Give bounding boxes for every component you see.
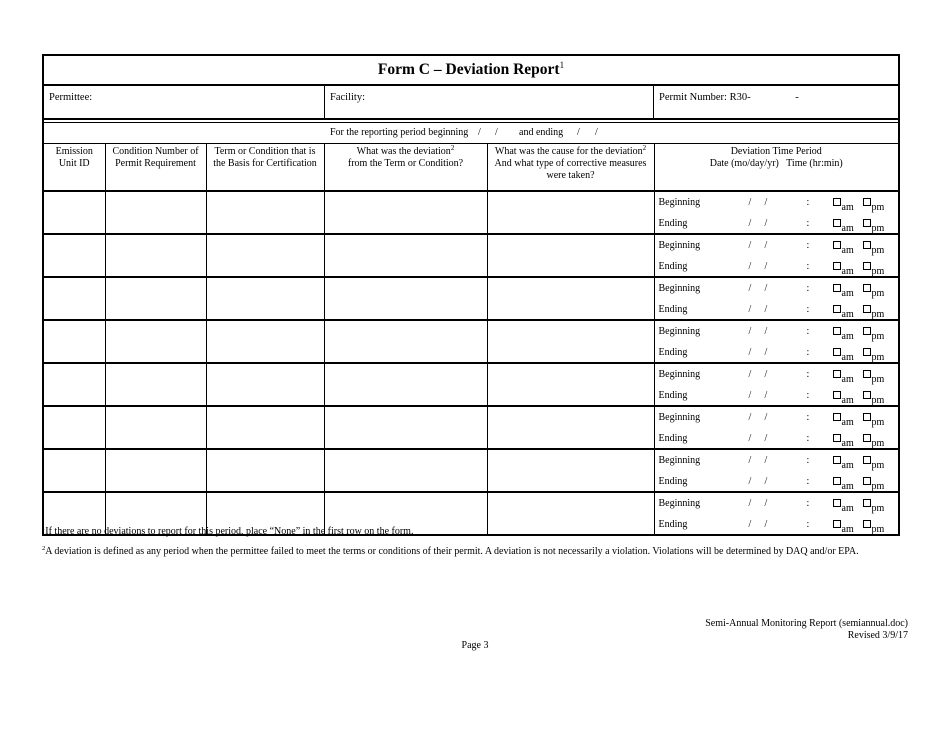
am-label: am bbox=[841, 351, 854, 363]
date-slash[interactable]: / bbox=[764, 518, 768, 530]
condition-number-cell[interactable] bbox=[105, 277, 206, 320]
am-label: am bbox=[841, 460, 854, 471]
am-label: am bbox=[841, 480, 854, 492]
ending-label: Ending bbox=[658, 346, 688, 358]
cause-cell[interactable] bbox=[487, 406, 654, 449]
date-slash[interactable]: / bbox=[748, 518, 752, 530]
date-slash[interactable]: / bbox=[764, 412, 768, 423]
beginning-label: Beginning bbox=[658, 240, 701, 251]
cause-cell[interactable] bbox=[487, 234, 654, 277]
date-slash[interactable]: / bbox=[748, 389, 752, 401]
am-checkbox[interactable] bbox=[833, 499, 841, 507]
am-label: am bbox=[841, 202, 854, 213]
time-colon[interactable]: : bbox=[806, 303, 810, 315]
am-label: am bbox=[841, 523, 854, 535]
deviation-cell[interactable] bbox=[324, 234, 487, 277]
table-row bbox=[44, 363, 898, 406]
emission-unit-cell[interactable] bbox=[44, 363, 105, 406]
date-slash[interactable]: / bbox=[748, 240, 752, 251]
deviation-cell[interactable] bbox=[324, 363, 487, 406]
permittee-field[interactable] bbox=[44, 86, 325, 118]
date-slash[interactable]: / bbox=[748, 455, 752, 466]
pm-label: pm bbox=[871, 394, 885, 406]
form-title: Form C – Deviation Report$^1$ bbox=[44, 56, 898, 86]
emission-unit-cell[interactable] bbox=[44, 320, 105, 363]
ending-label: Ending bbox=[658, 389, 688, 401]
date-slash[interactable]: / bbox=[748, 369, 752, 380]
date-slash[interactable]: / bbox=[748, 217, 752, 229]
date-slash[interactable]: / bbox=[764, 260, 768, 272]
beginning-line bbox=[655, 450, 899, 471]
beginning-line bbox=[655, 493, 899, 514]
am-checkbox[interactable] bbox=[833, 413, 841, 421]
table-header-row bbox=[44, 144, 898, 191]
permit-number-label: Permit Number: R30- bbox=[659, 92, 751, 103]
date-slash[interactable]: / bbox=[764, 475, 768, 487]
col-time-period: Deviation Time Period Date (mo/day/yr) Time (hr:min) bbox=[654, 144, 898, 191]
pm-label: pm bbox=[871, 222, 885, 234]
ending-line bbox=[655, 213, 899, 234]
am-label: am bbox=[841, 394, 854, 406]
table-row bbox=[44, 406, 898, 449]
report-name: Semi-Annual Monitoring Report (semiannual.doc) bbox=[705, 618, 908, 629]
beginning-line bbox=[655, 364, 899, 385]
pm-label: pm bbox=[871, 374, 885, 385]
table-row bbox=[44, 191, 898, 234]
beginning-label: Beginning bbox=[658, 283, 701, 294]
date-slash[interactable]: / bbox=[764, 455, 768, 466]
time-period-cell bbox=[654, 406, 898, 449]
pm-label: pm bbox=[871, 245, 885, 256]
am-checkbox[interactable] bbox=[833, 348, 841, 356]
date-slash[interactable]: / bbox=[748, 412, 752, 423]
pm-checkbox[interactable] bbox=[863, 241, 871, 249]
beginning-line bbox=[655, 235, 899, 256]
col-deviation: What was the deviation$^2$ from the Term or Condition? bbox=[324, 144, 487, 191]
time-colon[interactable]: : bbox=[806, 475, 810, 487]
cause-cell[interactable] bbox=[487, 320, 654, 363]
ending-line bbox=[655, 385, 899, 406]
ending-line bbox=[655, 256, 899, 277]
pm-checkbox[interactable] bbox=[863, 456, 871, 464]
pm-label: pm bbox=[871, 265, 885, 277]
beginning-label: Beginning bbox=[658, 369, 701, 380]
date-slash[interactable]: / bbox=[764, 217, 768, 229]
time-colon[interactable]: : bbox=[806, 346, 810, 358]
condition-number-cell[interactable] bbox=[105, 406, 206, 449]
beginning-line bbox=[655, 278, 899, 299]
beginning-line bbox=[655, 407, 899, 428]
am-checkbox[interactable] bbox=[833, 327, 841, 335]
pm-checkbox[interactable] bbox=[863, 477, 871, 485]
date-slash[interactable]: / bbox=[764, 369, 768, 380]
am-checkbox[interactable] bbox=[833, 434, 841, 442]
report-footer bbox=[705, 618, 908, 642]
cause-cell[interactable] bbox=[487, 191, 654, 234]
ending-label: Ending bbox=[658, 432, 688, 444]
ending-label: Ending bbox=[658, 518, 688, 530]
am-label: am bbox=[841, 308, 854, 320]
am-checkbox[interactable] bbox=[833, 477, 841, 485]
pm-checkbox[interactable] bbox=[863, 198, 871, 206]
table-row bbox=[44, 320, 898, 363]
col-cause: What was the cause for the deviation$^2$ And what type of corrective measures were taken? bbox=[487, 144, 654, 191]
deviation-rows bbox=[44, 191, 898, 534]
deviation-cell[interactable] bbox=[324, 277, 487, 320]
condition-number-cell[interactable] bbox=[105, 320, 206, 363]
cause-cell[interactable] bbox=[487, 277, 654, 320]
pm-checkbox[interactable] bbox=[863, 520, 871, 528]
period-begin-slash-1[interactable]: / bbox=[478, 127, 481, 138]
pm-checkbox[interactable] bbox=[863, 413, 871, 421]
am-label: am bbox=[841, 245, 854, 256]
time-period-cell bbox=[654, 277, 898, 320]
deviation-report-form bbox=[42, 54, 900, 536]
date-slash[interactable]: / bbox=[764, 197, 768, 208]
pm-checkbox[interactable] bbox=[863, 327, 871, 335]
time-colon[interactable]: : bbox=[806, 326, 810, 337]
beginning-label: Beginning bbox=[658, 498, 701, 509]
period-end-slash-2[interactable]: / bbox=[595, 127, 598, 138]
date-slash[interactable]: / bbox=[764, 283, 768, 294]
ending-label: Ending bbox=[658, 475, 688, 487]
am-label: am bbox=[841, 265, 854, 277]
condition-number-cell[interactable] bbox=[105, 234, 206, 277]
time-colon[interactable]: : bbox=[806, 260, 810, 272]
period-end-slash-1[interactable]: / bbox=[577, 127, 580, 138]
col-condition-number: Condition Number of Permit Requirement bbox=[105, 144, 206, 191]
permittee-label: Permittee: bbox=[49, 92, 93, 103]
pm-label: pm bbox=[871, 503, 885, 514]
pm-label: pm bbox=[871, 288, 885, 299]
am-label: am bbox=[841, 222, 854, 234]
pm-label: pm bbox=[871, 308, 885, 320]
header-info-row bbox=[44, 86, 898, 120]
time-colon[interactable]: : bbox=[806, 197, 810, 208]
beginning-label: Beginning bbox=[658, 455, 701, 466]
emission-unit-cell[interactable] bbox=[44, 449, 105, 492]
table-row bbox=[44, 449, 898, 492]
emission-unit-cell[interactable] bbox=[44, 234, 105, 277]
permit-number-field[interactable] bbox=[654, 86, 898, 118]
time-colon[interactable]: : bbox=[806, 455, 810, 466]
time-period-cell bbox=[654, 191, 898, 234]
term-condition-cell[interactable] bbox=[206, 277, 324, 320]
date-slash[interactable]: / bbox=[764, 498, 768, 509]
date-slash[interactable]: / bbox=[748, 197, 752, 208]
pm-label: pm bbox=[871, 202, 885, 213]
emission-unit-cell[interactable] bbox=[44, 406, 105, 449]
period-begin-slash-2[interactable]: / bbox=[495, 127, 498, 138]
am-checkbox[interactable] bbox=[833, 284, 841, 292]
pm-checkbox[interactable] bbox=[863, 348, 871, 356]
date-slash[interactable]: / bbox=[764, 326, 768, 337]
time-colon[interactable]: : bbox=[806, 369, 810, 380]
beginning-label: Beginning bbox=[658, 412, 701, 423]
date-slash[interactable]: / bbox=[764, 432, 768, 444]
time-period-cell bbox=[654, 320, 898, 363]
pm-label: pm bbox=[871, 417, 885, 428]
reporting-period-row bbox=[44, 123, 898, 144]
time-colon[interactable]: : bbox=[806, 518, 810, 530]
cause-cell[interactable] bbox=[487, 492, 654, 534]
col-emission-unit: Emission Unit ID bbox=[44, 144, 105, 191]
date-slash[interactable]: / bbox=[764, 346, 768, 358]
date-slash[interactable]: / bbox=[748, 260, 752, 272]
condition-number-cell[interactable] bbox=[105, 363, 206, 406]
ending-line bbox=[655, 428, 899, 449]
time-period-cell bbox=[654, 234, 898, 277]
date-slash[interactable]: / bbox=[748, 326, 752, 337]
pm-label: pm bbox=[871, 523, 885, 535]
am-label: am bbox=[841, 331, 854, 342]
term-condition-cell[interactable] bbox=[206, 320, 324, 363]
facility-label: Facility: bbox=[330, 92, 365, 103]
revised-date: Revised 3/9/17 bbox=[847, 630, 908, 641]
pm-label: pm bbox=[871, 331, 885, 342]
am-checkbox[interactable] bbox=[833, 520, 841, 528]
condition-number-cell[interactable] bbox=[105, 191, 206, 234]
am-checkbox[interactable] bbox=[833, 219, 841, 227]
table-row bbox=[44, 277, 898, 320]
facility-field[interactable] bbox=[325, 86, 654, 118]
deviation-cell[interactable] bbox=[324, 191, 487, 234]
pm-checkbox[interactable] bbox=[863, 219, 871, 227]
pm-checkbox[interactable] bbox=[863, 370, 871, 378]
am-checkbox[interactable] bbox=[833, 456, 841, 464]
pm-checkbox[interactable] bbox=[863, 262, 871, 270]
am-label: am bbox=[841, 288, 854, 299]
pm-label: pm bbox=[871, 480, 885, 492]
date-slash[interactable]: / bbox=[748, 283, 752, 294]
time-colon[interactable]: : bbox=[806, 389, 810, 401]
ending-line bbox=[655, 471, 899, 492]
deviation-cell[interactable] bbox=[324, 406, 487, 449]
period-beginning-label: For the reporting period beginning bbox=[330, 127, 469, 138]
date-slash[interactable]: / bbox=[764, 389, 768, 401]
cause-cell[interactable] bbox=[487, 449, 654, 492]
cause-cell[interactable] bbox=[487, 363, 654, 406]
am-checkbox[interactable] bbox=[833, 198, 841, 206]
time-period-cell bbox=[654, 449, 898, 492]
am-checkbox[interactable] bbox=[833, 305, 841, 313]
time-period-cell bbox=[654, 363, 898, 406]
date-slash[interactable]: / bbox=[748, 346, 752, 358]
beginning-line bbox=[655, 192, 899, 213]
am-checkbox[interactable] bbox=[833, 262, 841, 270]
am-checkbox[interactable] bbox=[833, 370, 841, 378]
permit-number-dash: - bbox=[795, 92, 799, 103]
time-colon[interactable]: : bbox=[806, 498, 810, 509]
emission-unit-cell[interactable] bbox=[44, 277, 105, 320]
term-condition-cell[interactable] bbox=[206, 449, 324, 492]
title-footnote-ref: 1 bbox=[559, 60, 565, 70]
pm-checkbox[interactable] bbox=[863, 499, 871, 507]
time-colon[interactable]: : bbox=[806, 283, 810, 294]
page-number: Page 3 bbox=[461, 640, 489, 651]
pm-checkbox[interactable] bbox=[863, 305, 871, 313]
ending-label: Ending bbox=[658, 217, 688, 229]
deviation-table bbox=[44, 144, 898, 534]
beginning-line bbox=[655, 321, 899, 342]
am-checkbox[interactable] bbox=[833, 241, 841, 249]
date-slash[interactable]: / bbox=[764, 303, 768, 315]
date-slash[interactable]: / bbox=[748, 303, 752, 315]
table-row bbox=[44, 234, 898, 277]
deviation-cell[interactable] bbox=[324, 320, 487, 363]
pm-checkbox[interactable] bbox=[863, 284, 871, 292]
ending-label: Ending bbox=[658, 303, 688, 315]
am-label: am bbox=[841, 374, 854, 385]
period-and-ending-label: and ending bbox=[519, 127, 564, 138]
ending-label: Ending bbox=[658, 260, 688, 272]
date-slash[interactable]: / bbox=[748, 432, 752, 444]
time-colon[interactable]: : bbox=[806, 217, 810, 229]
footnote-1: $^1$If there are no deviations to report for this period, place “None” in the first row on the form. bbox=[42, 525, 414, 537]
term-condition-cell[interactable] bbox=[206, 234, 324, 277]
deviation-cell[interactable] bbox=[324, 449, 487, 492]
pm-checkbox[interactable] bbox=[863, 434, 871, 442]
time-colon[interactable]: : bbox=[806, 432, 810, 444]
date-slash[interactable]: / bbox=[748, 498, 752, 509]
time-period-cell bbox=[654, 492, 898, 534]
am-label: am bbox=[841, 503, 854, 514]
beginning-label: Beginning bbox=[658, 326, 701, 337]
footnote-2: $^2$A deviation is defined as any period when the permittee failed to meet the terms or conditions of their permit. A deviation is not necessarily a violation. Violations will be determined by DAQ and/or EPA. bbox=[42, 545, 859, 557]
ending-line bbox=[655, 514, 899, 535]
beginning-label: Beginning bbox=[658, 197, 701, 208]
time-colon[interactable]: : bbox=[806, 240, 810, 251]
date-slash[interactable]: / bbox=[764, 240, 768, 251]
pm-label: pm bbox=[871, 460, 885, 471]
ending-line bbox=[655, 342, 899, 363]
date-slash[interactable]: / bbox=[748, 475, 752, 487]
am-checkbox[interactable] bbox=[833, 391, 841, 399]
time-colon[interactable]: : bbox=[806, 412, 810, 423]
ending-line bbox=[655, 299, 899, 320]
am-label: am bbox=[841, 417, 854, 428]
pm-label: pm bbox=[871, 351, 885, 363]
term-condition-cell[interactable] bbox=[206, 406, 324, 449]
emission-unit-cell[interactable] bbox=[44, 191, 105, 234]
pm-checkbox[interactable] bbox=[863, 391, 871, 399]
pm-label: pm bbox=[871, 437, 885, 449]
term-condition-cell[interactable] bbox=[206, 363, 324, 406]
condition-number-cell[interactable] bbox=[105, 449, 206, 492]
am-label: am bbox=[841, 437, 854, 449]
col-term-condition: Term or Condition that is the Basis for Certification bbox=[206, 144, 324, 191]
term-condition-cell[interactable] bbox=[206, 191, 324, 234]
